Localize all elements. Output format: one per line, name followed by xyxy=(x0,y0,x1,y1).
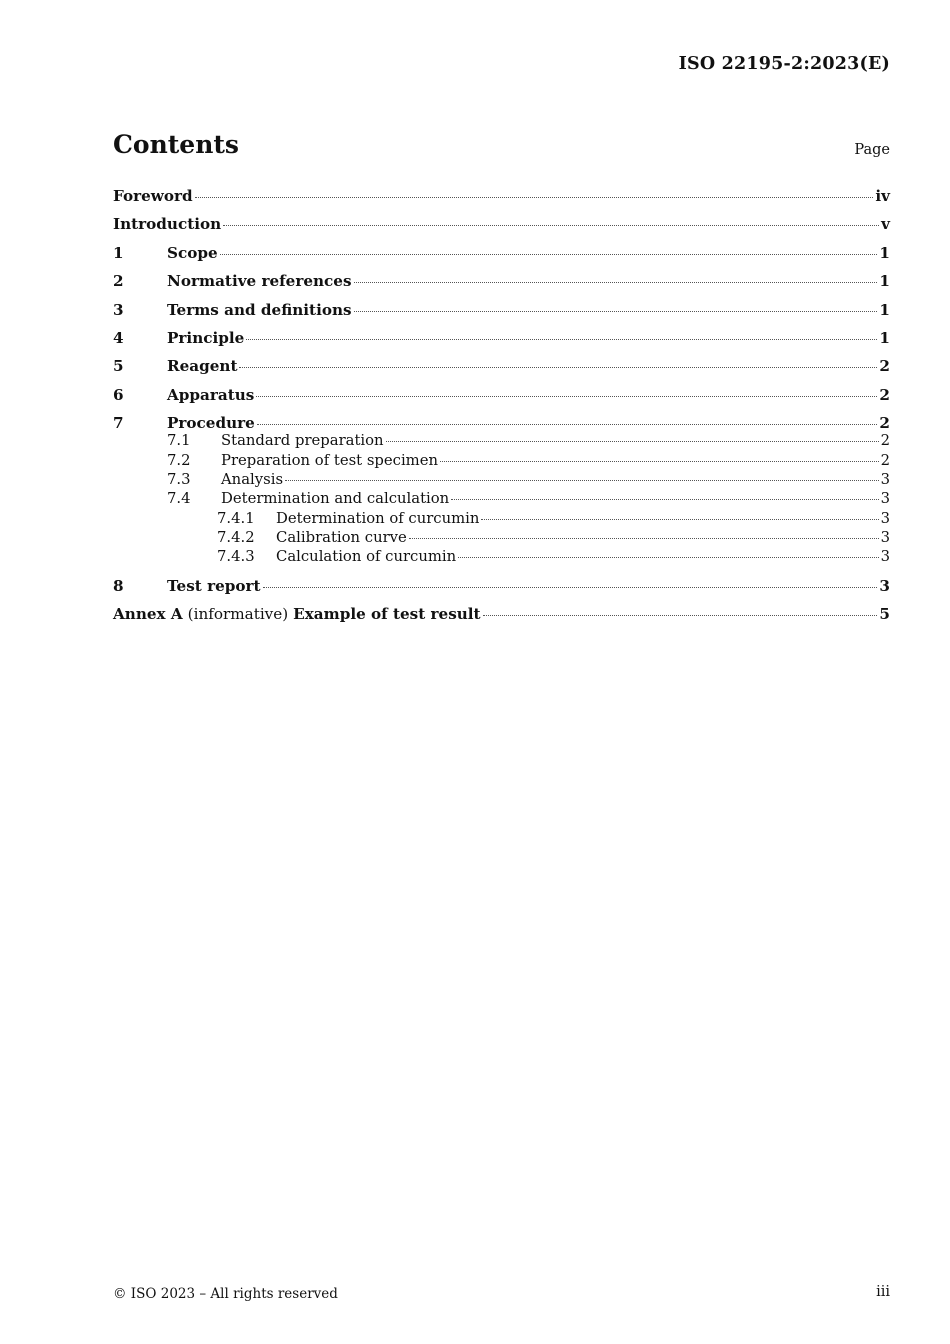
toc-entry-standard-preparation[interactable] xyxy=(113,431,890,450)
toc-entry-analysis[interactable] xyxy=(113,470,890,489)
toc-entry-title: Calculation of curcumin xyxy=(276,548,457,566)
toc-entry-page: 2 xyxy=(879,414,890,433)
dot-leader xyxy=(483,615,878,616)
dot-leader xyxy=(458,557,878,558)
dot-leader xyxy=(285,480,879,481)
toc-entry-number: 7.1 xyxy=(167,432,191,450)
toc-entry-page: 1 xyxy=(879,243,890,262)
toc-entry-introduction[interactable] xyxy=(113,213,890,241)
toc-entry-page: 2 xyxy=(880,432,890,450)
toc-entry-determination-and-calculation[interactable] xyxy=(113,489,890,508)
toc-entry-number: 7.4.1 xyxy=(217,509,255,527)
table-of-contents xyxy=(113,185,890,631)
annex-label: Annex A xyxy=(113,604,183,623)
toc-entry-title: Principle xyxy=(167,328,245,347)
toc-entry-page: 2 xyxy=(879,357,890,376)
toc-entry-preparation-of-test-specimen[interactable] xyxy=(113,451,890,470)
toc-entry-page: 1 xyxy=(879,272,890,291)
toc-entry-annex-a[interactable] xyxy=(113,603,890,631)
dot-leader xyxy=(239,367,877,368)
dot-leader xyxy=(263,587,878,588)
dot-leader xyxy=(220,254,878,255)
toc-entry-number: 4 xyxy=(113,328,124,347)
copyright-notice: © ISO 2023 – All rights reserved xyxy=(113,1286,338,1302)
toc-entry-number: 3 xyxy=(113,300,124,319)
toc-entry-test-report[interactable] xyxy=(113,575,890,603)
dot-leader xyxy=(354,311,878,312)
toc-entry-page: 3 xyxy=(879,576,890,595)
page-column-label: Page xyxy=(854,142,890,158)
dot-leader xyxy=(451,499,878,500)
toc-entry-title: Procedure xyxy=(167,414,255,433)
toc-entry-page: 2 xyxy=(880,451,890,469)
toc-entry-number: 7.4 xyxy=(167,490,191,508)
toc-entry-page: iv xyxy=(875,187,890,205)
toc-entry-title: Reagent xyxy=(167,357,238,376)
toc-entry-page: 3 xyxy=(880,490,890,508)
toc-entry-title: Analysis xyxy=(221,471,284,489)
toc-entry-reagent[interactable] xyxy=(113,355,890,383)
dot-leader xyxy=(246,339,877,340)
toc-entry-number: 6 xyxy=(113,385,124,404)
toc-entry-title: Calibration curve xyxy=(276,528,407,546)
toc-entry-scope[interactable] xyxy=(113,242,890,270)
toc-entry-page: 1 xyxy=(879,328,890,347)
toc-entry-title: Apparatus xyxy=(167,385,255,404)
toc-entry-number: 7.2 xyxy=(167,451,191,469)
toc-entry-principle[interactable] xyxy=(113,327,890,355)
dot-leader xyxy=(481,519,878,520)
toc-entry-number: 7.4.2 xyxy=(217,528,255,546)
toc-entry-title: Example of test result xyxy=(293,604,481,623)
page-number: iii xyxy=(876,1284,890,1300)
toc-entry-number: 7.3 xyxy=(167,471,191,489)
toc-entry-title: Scope xyxy=(167,243,218,262)
toc-entry-page: 2 xyxy=(879,385,890,404)
toc-entry-title: Standard preparation xyxy=(221,432,384,450)
document-id: ISO 22195-2:2023(E) xyxy=(678,54,890,74)
toc-entry-calibration-curve[interactable] xyxy=(113,528,890,547)
toc-entry-number: 1 xyxy=(113,243,124,262)
toc-entry-number: 7.4.3 xyxy=(217,548,255,566)
toc-entry-page: 5 xyxy=(879,604,890,623)
toc-entry-foreword[interactable] xyxy=(113,185,890,213)
toc-entry-normative-references[interactable] xyxy=(113,270,890,298)
toc-entry-title: Foreword xyxy=(113,187,193,205)
toc-entry-terms-and-definitions[interactable] xyxy=(113,299,890,327)
toc-entry-page: 3 xyxy=(880,548,890,566)
toc-entry-title: Determination and calculation xyxy=(221,490,450,508)
toc-entry-number: 8 xyxy=(113,576,124,595)
dot-leader xyxy=(386,441,879,442)
toc-entry-page: 1 xyxy=(879,300,890,319)
dot-leader xyxy=(440,461,879,462)
dot-leader xyxy=(409,538,879,539)
toc-entry-title: Preparation of test specimen xyxy=(221,451,438,469)
toc-entry-title: Determination of curcumin xyxy=(276,509,480,527)
toc-entry-number: 5 xyxy=(113,357,124,376)
toc-entry-title: Introduction xyxy=(113,215,222,234)
toc-entry-title: Terms and definitions xyxy=(167,300,352,319)
toc-entry-title: Test report xyxy=(167,576,261,595)
dot-leader xyxy=(257,424,878,425)
toc-entry-page: 3 xyxy=(880,471,890,489)
toc-entry-page: 3 xyxy=(880,509,890,527)
contents-heading: Contents xyxy=(113,130,240,159)
dot-leader xyxy=(354,282,878,283)
toc-entry-determination-of-curcumin[interactable] xyxy=(113,509,890,528)
toc-entry-title: Normative references xyxy=(167,272,352,291)
dot-leader xyxy=(256,396,877,397)
toc-entry-page: 3 xyxy=(880,528,890,546)
toc-entry-procedure[interactable] xyxy=(113,412,890,431)
annex-type: (informative) xyxy=(187,604,289,623)
dot-leader xyxy=(223,225,879,226)
toc-entry-calculation-of-curcumin[interactable] xyxy=(113,547,890,566)
toc-entry-number: 2 xyxy=(113,272,124,291)
toc-entry-page: v xyxy=(881,215,890,234)
toc-entry-number: 7 xyxy=(113,414,124,433)
toc-entry-apparatus[interactable] xyxy=(113,384,890,412)
dot-leader xyxy=(195,197,874,198)
